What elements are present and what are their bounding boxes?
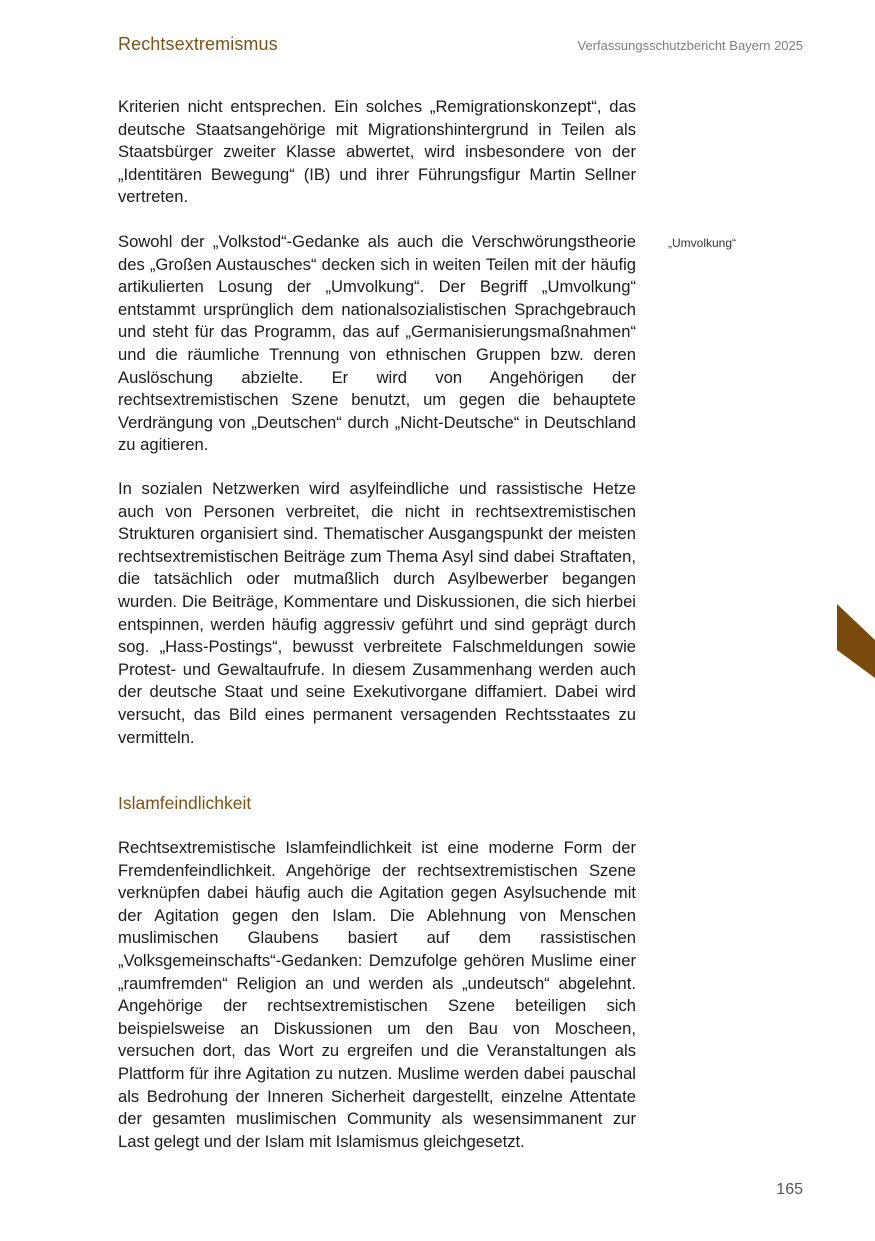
section-heading: Islamfeindlichkeit [118, 793, 252, 813]
body-paragraph-1: Kriterien nicht entsprechen. Ein solches „Remigrationskonzept“, das deutsche Staatsangehörige mit Migrationshintergrund in Teilen als Staatsbürger zweiter Klasse abwertet, wird insbesondere von der „Identitären Bewegung“ (IB) und ihrer Führungsfigur Martin Sellner vertreten. [118, 97, 636, 207]
chapter-tab-marker [837, 604, 875, 678]
chapter-title: Rechtsextremismus [118, 34, 278, 54]
section-paragraph: Rechtsextremistische Islamfeindlichkeit ist eine moderne Form der Fremdenfeindlichkeit. Angehörige der rechtsextremistischen Szene verknüpfen dabei häufig auch die Agitation gegen Asylsuchende mit der Agitation gegen den Islam. Die Ablehnung von Menschen muslimischen Glaubens basiert auf dem rassistischen „Volksgemeinschafts“-Gedanken: Demzufolge gehören Muslime einer „raumfremden“ Religion an und werden als „undeutsch“ abgelehnt. Angehörige der rechtsextremistischen Szene beteiligen sich beispielsweise an Diskussionen um den Bau von Moscheen, versuchen dort, das Wort zu ergreifen und die Veranstaltungen als Plattform für ihre Agitation zu nutzen. Muslime werden dabei pauschal als Bedrohung der Inneren Sicherheit dargestellt, einzelne Attentate der gesamten muslimischen Community als wesensimmanent zur Last gelegt und der Islam mit Islamismus gleichgesetzt. [118, 838, 636, 1151]
body-paragraph-2: Sowohl der „Volkstod“-Gedanke als auch die Verschwörungstheorie des „Großen Austausches“ decken sich in weiten Teilen mit der häufig artikulierten Losung der „Umvolkung“. Der Begriff „Umvolkung“ entstammt ursprünglich dem nationalsozialistischen Sprachgebrauch und steht für das Programm, das auf „Germanisierungsmaßnahmen“ und die räumliche Trennung von ethnischen Gruppen bzw. deren Auslöschung abzielte. Er wird von Angehörigen der rechtsextremistischen Szene benutzt, um gegen die behauptete Verdrängung von „Deutschen“ durch „Nicht-Deutsche“ in Deutschland zu agitieren. [118, 232, 636, 455]
margin-note: „Umvolkung“ [668, 236, 737, 250]
publication-title: Verfassungsschutzbericht Bayern 2025 [577, 38, 803, 53]
page-number: 165 [776, 1181, 803, 1198]
body-paragraph-3: In sozialen Netzwerken wird asylfeindliche und rassistische Hetze auch von Personen verbreitet, die nicht in rechtsextremistischen Strukturen organisiert sind. Thematischer Ausgangspunkt der meisten rechtsextremistischen Beiträge zum Thema Asyl sind dabei Straftaten, die tatsächlich oder mutmaßlich durch Asylbewerber begangen wurden. Die Beiträge, Kommentare und Diskussionen, die sich hierbei entspinnen, werden häufig aggressiv geführt und sind geprägt durch sog. „Hass-Postings“, bewusst verbreitete Falschmeldungen sowie Protest- und Gewaltaufrufe. In diesem Zusammenhang werden auch der deutsche Staat und seine Exekutivorgane diffamiert. Dabei wird versucht, das Bild eines permanent versagenden Rechtsstaates zu vermitteln. [118, 479, 636, 747]
